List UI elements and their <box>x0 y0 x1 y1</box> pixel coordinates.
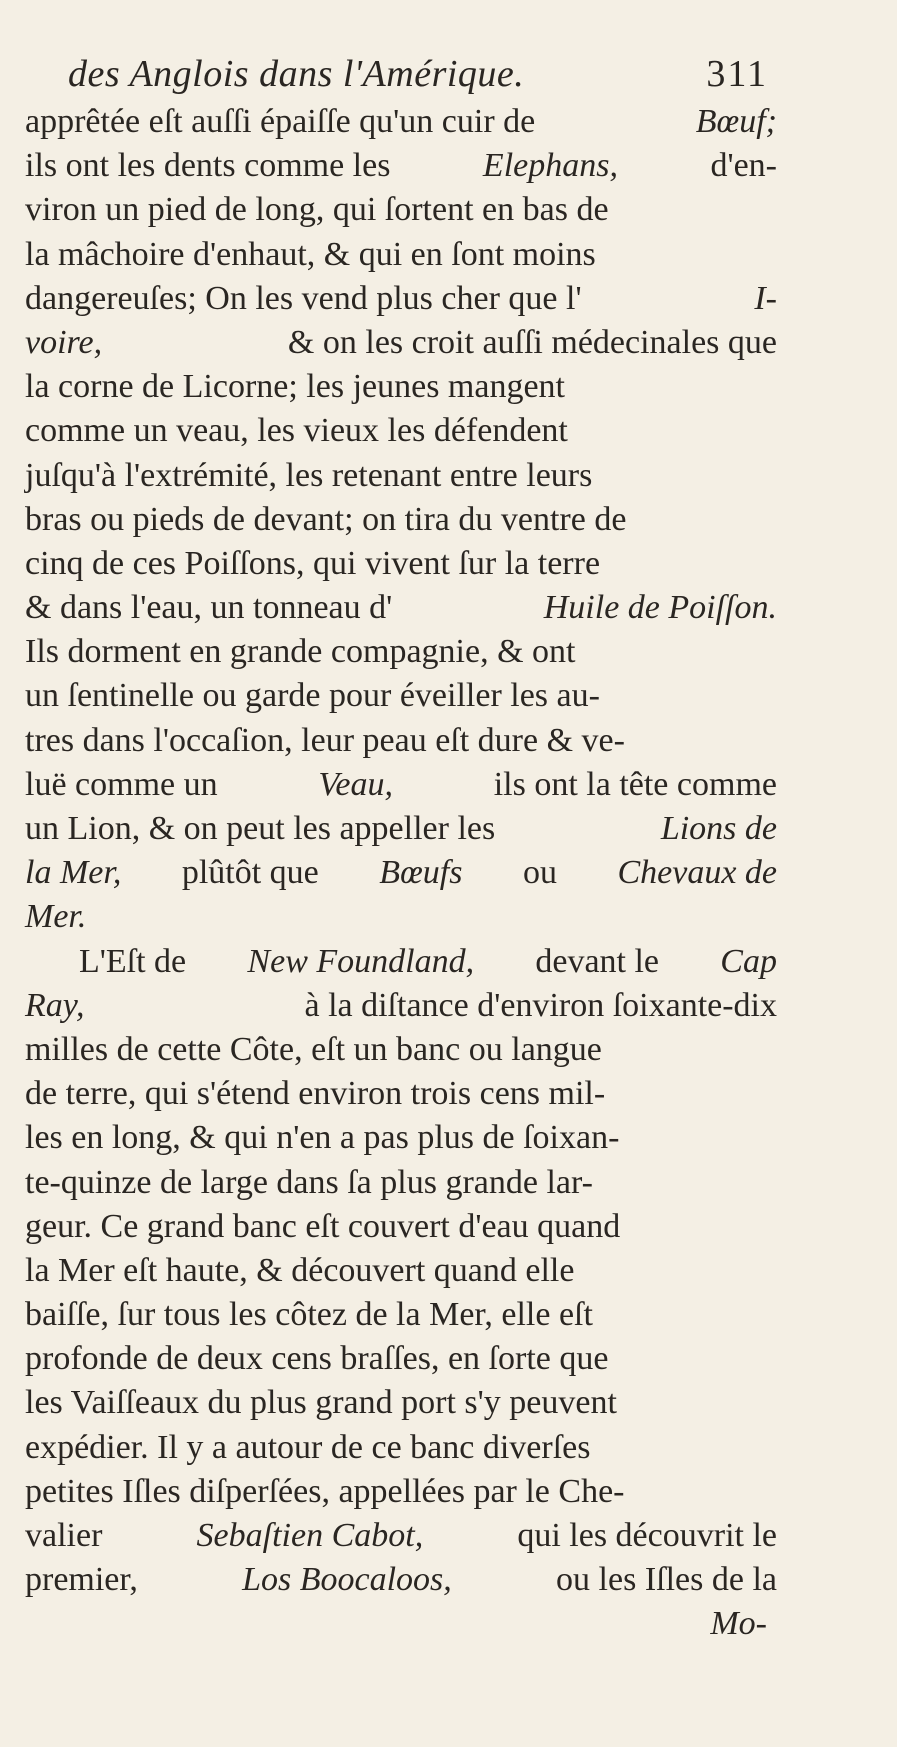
text-segment: d'en- <box>710 147 777 185</box>
italic-term: I- <box>754 279 777 317</box>
text-segment: Ils dorment en grande compagnie, & ont <box>25 633 576 671</box>
italic-term: Veau, <box>318 765 393 803</box>
text-segment: de terre, qui s'étend environ trois cens mil- <box>25 1075 606 1113</box>
text-segment: les en long, & qui n'en a pas plus de ſoixan- <box>25 1119 620 1157</box>
text-segment: la mâchoire d'enhaut, & qui en ſont moins <box>25 235 596 273</box>
paragraph-first-line <box>25 940 777 984</box>
italic-term: voire, <box>25 323 103 361</box>
italic-term: Lions de <box>660 810 777 847</box>
text-segment: viron un pied de long, qui ſortent en bas de <box>25 191 609 229</box>
text-segment: bras ou pieds de devant; on tira du ventre de <box>25 500 627 538</box>
page-number: 311 <box>706 53 768 95</box>
text-line <box>25 321 777 365</box>
italic-term: Bœufs <box>379 854 463 892</box>
text-line <box>25 188 777 232</box>
text-segment: juſqu'à l'extrémité, les retenant entre leurs <box>25 456 593 494</box>
text-segment: ils ont la tête comme <box>493 765 777 803</box>
text-segment: un Lion, & on peut les appeller les <box>25 810 496 847</box>
text-segment: les Vaiſſeaux du plus grand port s'y peuvent <box>25 1384 617 1422</box>
italic-term: New Foundland, <box>247 942 475 980</box>
text-segment: luë comme un <box>25 765 218 803</box>
text-segment: & dans l'eau, un tonneau d' <box>25 589 393 627</box>
text-segment: valier <box>25 1517 103 1554</box>
text-segment: L'Eſt de <box>79 942 187 980</box>
text-line <box>25 1426 777 1470</box>
text-line <box>25 1558 777 1602</box>
text-segment: qui les découvrit le <box>517 1517 777 1554</box>
text-line <box>25 763 777 807</box>
italic-term: Sebaſtien Cabot, <box>196 1517 424 1554</box>
running-title: des Anglois dans l'Amérique. <box>68 53 525 95</box>
text-segment: ou <box>522 854 557 892</box>
text-line <box>25 1293 777 1337</box>
text-segment: te-quinze de large dans ſa plus grande lar- <box>25 1163 593 1201</box>
text-segment: comme un veau, les vieux les défendent <box>25 412 568 450</box>
text-segment: devant le <box>535 942 660 980</box>
italic-term: Cap <box>720 942 777 980</box>
text-segment: expédier. Il y a autour de ce banc diverſes <box>25 1428 591 1466</box>
text-line <box>25 630 777 674</box>
text-line <box>25 100 777 144</box>
text-line <box>25 1381 777 1425</box>
catchword-line <box>25 1602 777 1646</box>
text-line <box>25 365 777 409</box>
italic-term: Elephans, <box>482 147 618 185</box>
text-segment: la corne de Licorne; les jeunes mangent <box>25 368 565 406</box>
text-line <box>25 1337 777 1381</box>
catchword: Mo- <box>710 1605 767 1643</box>
text-body <box>25 100 777 1647</box>
text-segment: ils ont les dents comme les <box>25 147 391 185</box>
italic-term: Huile de Poiſſon. <box>543 589 777 627</box>
text-line <box>25 895 777 939</box>
text-line <box>25 277 777 321</box>
text-line <box>25 1161 777 1205</box>
text-segment: plûtôt que <box>181 854 319 892</box>
text-segment: dangereuſes; On les vend plus cher que l' <box>25 279 582 317</box>
text-line <box>25 1514 777 1558</box>
text-segment: geur. Ce grand banc eſt couvert d'eau quand <box>25 1207 621 1245</box>
text-line <box>25 719 777 763</box>
text-line <box>25 1249 777 1293</box>
text-line <box>25 498 777 542</box>
text-line <box>25 1116 777 1160</box>
text-line <box>25 409 777 453</box>
text-line <box>25 1072 777 1116</box>
text-line <box>25 144 777 188</box>
text-segment: premier, <box>25 1561 138 1599</box>
italic-term: la Mer, <box>25 854 122 892</box>
text-segment: profonde de deux cens braſſes, en ſorte que <box>25 1340 609 1378</box>
italic-term: Ray, <box>25 986 85 1024</box>
text-line <box>25 542 777 586</box>
text-segment: milles de cette Côte, eſt un banc ou langue <box>25 1030 602 1068</box>
italic-term: Los Boocaloos, <box>242 1561 452 1599</box>
text-segment: ou les Iſles de la <box>556 1561 777 1599</box>
text-line <box>25 984 777 1028</box>
text-segment: un ſentinelle ou garde pour éveiller les au- <box>25 677 600 715</box>
text-segment: cinq de ces Poiſſons, qui vivent ſur la terre <box>25 544 601 582</box>
text-line <box>25 586 777 630</box>
text-segment: à la diſtance d'environ ſoixante-dix <box>304 986 777 1024</box>
text-segment: tres dans l'occaſion, leur peau eſt dure & ve- <box>25 721 625 759</box>
text-segment: & on les croit auſſi médecinales que <box>287 323 777 361</box>
text-line <box>25 1470 777 1514</box>
page-header <box>68 44 768 104</box>
text-segment: apprêtée eſt auſſi épaiſſe qu'un cuir de <box>25 103 536 140</box>
italic-term: Mer. <box>25 898 87 936</box>
text-line <box>25 807 777 851</box>
text-line <box>25 1028 777 1072</box>
italic-term: Chevaux de <box>617 854 777 892</box>
text-line <box>25 674 777 718</box>
text-line <box>25 233 777 277</box>
text-segment: petites Iſles diſperſées, appellées par le Che- <box>25 1472 625 1510</box>
text-line <box>25 1205 777 1249</box>
text-line <box>25 454 777 498</box>
italic-term: Bœuf; <box>695 103 777 140</box>
text-segment: la Mer eſt haute, & découvert quand elle <box>25 1251 575 1289</box>
text-line <box>25 851 777 895</box>
text-segment: baiſſe, ſur tous les côtez de la Mer, elle eſt <box>25 1296 593 1334</box>
